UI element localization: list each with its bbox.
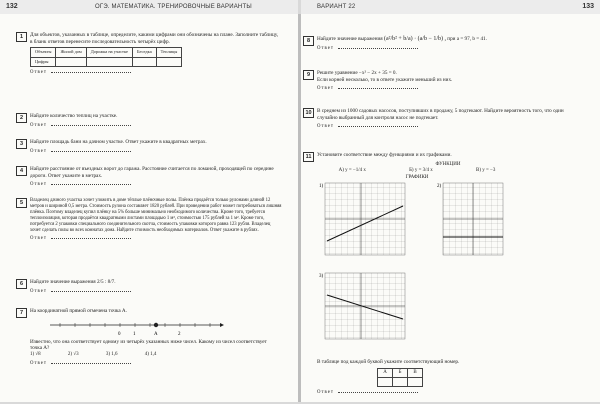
answer-instructions: В таблице под каждой буквой укажите соответствующий номер. <box>317 359 460 365</box>
answer-field[interactable] <box>317 124 579 131</box>
answer-cell-a[interactable] <box>378 378 393 387</box>
task-text: Если корней несколько, то в ответе укажите меньший из них. <box>317 76 453 83</box>
task-number: 8 <box>303 36 314 46</box>
function-a: А) y = −1/4 x <box>338 168 366 174</box>
task-text: Установите соответствие между функциями и их графиками. <box>317 152 452 158</box>
task-number: 11 <box>303 152 314 162</box>
task-3 <box>19 139 280 155</box>
task-5 <box>19 198 282 242</box>
answer-field[interactable] <box>317 390 579 397</box>
task-number: 7 <box>16 308 27 318</box>
answer-label: Ответ <box>30 70 48 76</box>
option: 2) √3 <box>67 351 79 357</box>
option: 4) 1,4 <box>144 351 157 357</box>
task-number: 5 <box>16 198 27 208</box>
functions-title: ФУНКЦИИ <box>435 161 461 167</box>
task-text: Найдите количество теплиц на участке. <box>30 113 118 119</box>
task-8: 8 Найдите значение выражения (a²/b² + b/a) · (a/b − 1/b) , при a = 97, b = 41. Ответ <box>317 36 577 52</box>
task-text: Владелец дачного участка хочет уложить в доме тёплые плёночные полы. Плёнка продаётся только рулонами длиной 12 метров и шириной 0,5 метра. Стоимость рулона составляет 1820 рублей. При проведении работ может потребоваться лишняя плёнка. Поэтому владелец купил плёнку на 5% больше минимально необходимого количества. Кроме того, требуется теплоизоляция, которая продаётся квадратными листами площадью 1 м², стоимостью 175 рублей за 1 м². Кроме того, потребуется 2 упаковки специального соединительного скотча, стоимость упаковки которого равна 123 рубля. Владелец хочет сделать полы во всех комнатах дома. Найдите стоимость необходимых материалов. Ответ укажите в рублях. <box>30 198 282 233</box>
function-b: Б) y = 3/4 x <box>409 168 433 174</box>
answer-field[interactable] <box>317 46 577 53</box>
table-cell: Дорожка на участке <box>86 48 132 58</box>
objects-table <box>30 47 182 67</box>
table-cell: Теплицы <box>156 48 182 58</box>
task-number: 1 <box>16 32 27 42</box>
task-text: В среднем из 1000 садовых насосов, поступивших в продажу, 5 подтекают. Найдите вероятность того, что один случайно выбранный для контроля насос не подтекает. <box>317 108 564 121</box>
right-page <box>301 14 600 402</box>
task-text: Найдите площадь бани на дачном участке. Ответ укажите в квадратных метрах. <box>30 139 207 145</box>
table-cell: Цифры <box>31 57 56 67</box>
answer-field[interactable] <box>30 289 280 296</box>
task-11-answer <box>317 359 579 397</box>
answer-label: Ответ <box>317 45 335 51</box>
right-header-title: ВАРИАНТ 22 <box>317 4 356 10</box>
task-1 <box>19 32 280 77</box>
graphs-title: ГРАФИКИ <box>405 174 429 180</box>
right-page-number: 133 <box>582 3 594 10</box>
left-header <box>0 0 298 14</box>
function-c: В) y = −3 <box>475 168 496 174</box>
task-text: Найдите расстояние от въездных ворот до гаража. Расстояние считается по ломаной, проходящей по середине дороги. Ответ укажите в метрах. <box>30 166 274 179</box>
table-cell[interactable] <box>132 57 156 67</box>
left-page <box>0 14 298 402</box>
functions-row <box>317 168 517 175</box>
task-number: 3 <box>16 139 27 149</box>
answer-cell-b[interactable] <box>393 378 408 387</box>
math-expression: 2/5 : 8/7. <box>96 279 116 285</box>
table-head-c: В <box>408 368 423 378</box>
answer-field[interactable] <box>30 236 282 242</box>
table-cell: Беседка <box>132 48 156 58</box>
graph-3-label: 3) <box>319 274 324 280</box>
tick-label: 2 <box>178 331 181 337</box>
answer-field[interactable] <box>30 149 280 156</box>
right-header <box>301 0 600 14</box>
table-cell: Объекты <box>31 48 56 58</box>
task-text: Решите уравнение −x² − 2x + 35 = 0. <box>317 70 397 76</box>
task-tail: при a = 97, b = 41. <box>447 36 487 42</box>
table-head-b: Б <box>393 368 408 378</box>
task-9 <box>306 70 577 93</box>
task-text: Найдите значение выражения <box>317 36 383 42</box>
left-page-number: 132 <box>6 3 18 10</box>
answer-field[interactable] <box>30 361 280 368</box>
task-text: Найдите значение выражения <box>30 279 96 285</box>
tick-label: A <box>154 331 158 337</box>
task-number: 4 <box>16 166 27 176</box>
answer-label: Ответ <box>30 148 48 154</box>
table-cell[interactable] <box>156 57 182 67</box>
task-text: На координатной прямой отмечена точка A. <box>30 308 127 314</box>
task-number: 10 <box>303 108 314 118</box>
table-cell: Жилой дом <box>56 48 86 58</box>
task-4 <box>19 166 280 189</box>
point-a <box>154 322 158 326</box>
answer-field[interactable] <box>30 182 280 189</box>
answer-table <box>377 368 423 388</box>
task-number: 6 <box>16 279 27 289</box>
answer-label: Ответ <box>30 288 48 294</box>
graph-2-label: 2) <box>437 184 442 190</box>
answer-label: Ответ <box>317 124 335 130</box>
task-6 <box>19 279 280 295</box>
answer-field[interactable] <box>30 70 280 77</box>
tick-label: 0 <box>118 331 121 337</box>
task-number: 9 <box>303 70 314 80</box>
answer-field[interactable] <box>30 123 280 130</box>
task-number: 2 <box>16 113 27 123</box>
options <box>30 352 280 359</box>
task-text: Для объектов, указанных в таблице, определите, какими цифрами они обозначены на плане. Заполните таблицу, в бланк ответов перенесите последовательность четырёх цифр. <box>30 32 279 45</box>
answer-field[interactable] <box>317 86 577 93</box>
task-10 <box>305 108 579 131</box>
answer-label: Ответ <box>30 122 48 128</box>
left-header-title: ОГЭ. МАТЕМАТИКА. ТРЕНИРОВОЧНЫЕ ВАРИАНТЫ <box>95 4 252 10</box>
table-head-a: А <box>378 368 393 378</box>
answer-label: Ответ <box>30 236 48 242</box>
task-2 <box>19 113 280 129</box>
answer-label: Ответ <box>317 86 335 92</box>
table-cell[interactable] <box>86 57 132 67</box>
graph-1-label: 1) <box>319 184 324 190</box>
table-cell[interactable] <box>56 57 86 67</box>
option: 1) √8 <box>30 351 41 357</box>
answer-label: Ответ <box>30 182 48 188</box>
task-7 <box>19 308 280 368</box>
answer-cell-c[interactable] <box>408 378 423 387</box>
tick-label: 1 <box>133 331 136 337</box>
task-question: Известно, что она соответствует одному из четырёх указанных ниже чисел. Какому из чисел соответствует точка A? <box>30 338 267 352</box>
option: 3) 1,6 <box>105 351 118 357</box>
answer-label: Ответ <box>30 361 48 367</box>
coordinate-line <box>30 315 230 339</box>
task-11 <box>305 152 579 361</box>
answer-label: Ответ <box>317 390 335 396</box>
graphs-area <box>317 181 557 361</box>
